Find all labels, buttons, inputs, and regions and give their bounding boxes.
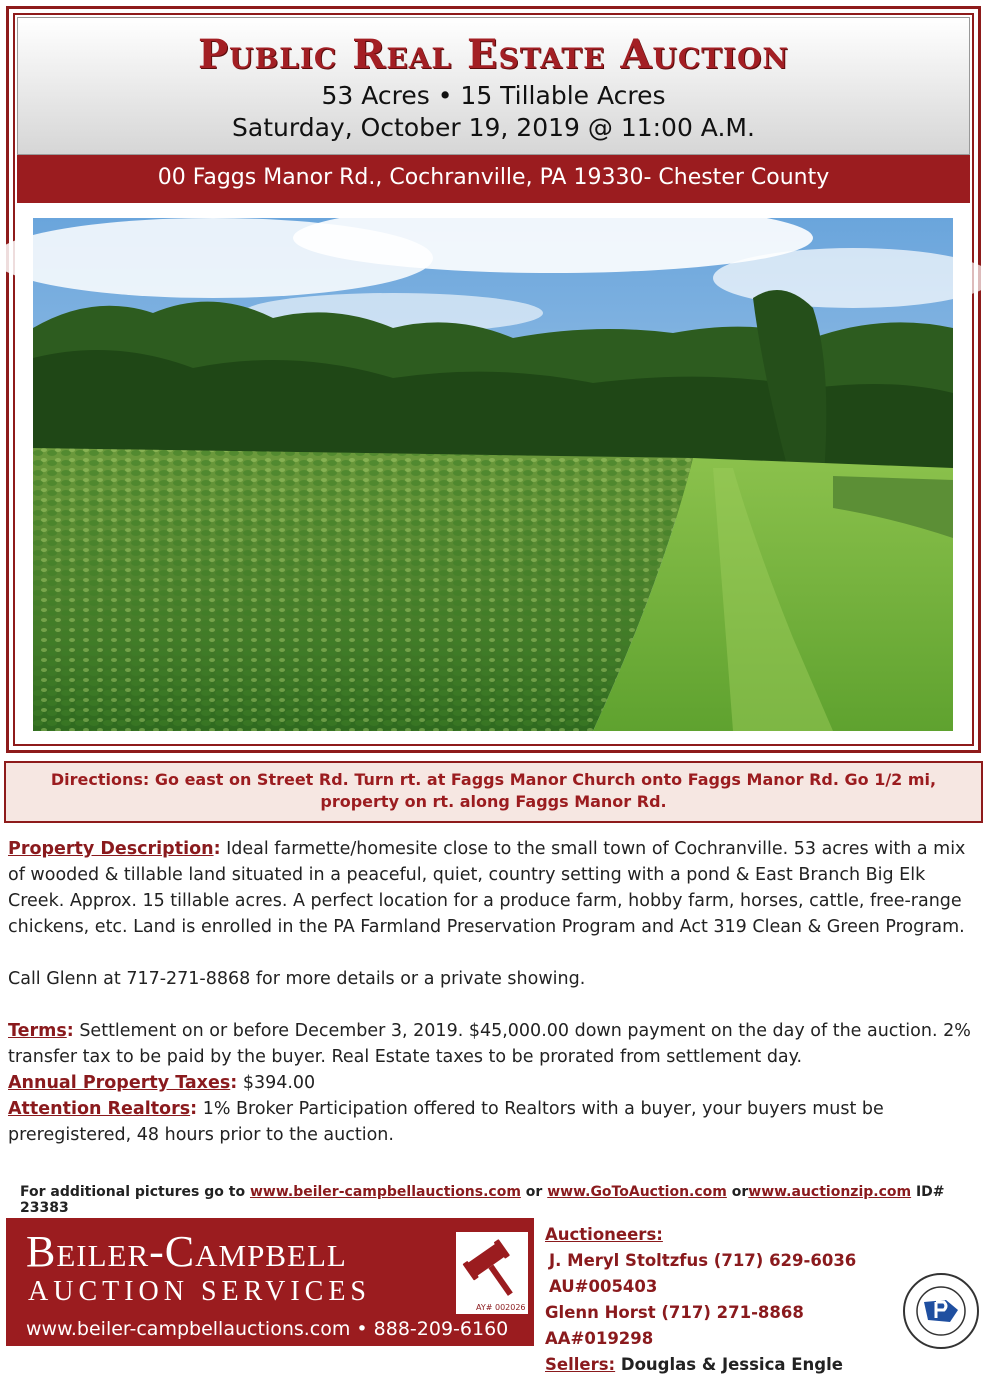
property-description: Property Description: Ideal farmette/homesite close to the small town of Cochranville. 53 acres with a mix of wooded & tillable land situated in a peaceful, quiet, country setting with a pond & East Branch Big Elk Creek. Approx. 15 tillable acres. A perfect location for a produce farm, hobby farm, horses, cattle, free-range chickens, etc. Land is enrolled in the PA Farmland Preservation Program and Act 319 Clean & Green Program.	[8, 839, 966, 937]
gavel-icon	[456, 1232, 528, 1314]
auctioneers-heading: Auctioneers:	[545, 1225, 663, 1244]
terms: Terms: Settlement on or before December 3, 2019. $45,000.00 down payment on the day of the auction. 2% transfer tax to be paid by the buyer. Real Estate taxes to be prorated from settlement day.	[8, 1021, 971, 1067]
header	[17, 17, 970, 155]
address-bar: 00 Faggs Manor Rd., Cochranville, PA 19330- Chester County	[17, 155, 970, 203]
property-description-label: Property Description	[8, 839, 214, 859]
auctioneers-section	[545, 1222, 885, 1378]
link-gotoauction[interactable]: www.GoToAuction.com	[547, 1184, 727, 1200]
additional-pictures-line: For additional pictures go to www.beiler-campbellauctions.com or www.GoToAuction.com orwww.auctionzip.com ID# 23383	[20, 1184, 945, 1216]
page-title: Public Real Estate Auction	[197, 31, 790, 78]
terms-label: Terms	[8, 1021, 67, 1041]
company-logo	[6, 1218, 534, 1346]
sellers-label: Sellers:	[545, 1355, 616, 1374]
company-contact: www.beiler-campbellauctions.com • 888-209-6160	[26, 1318, 509, 1340]
pennsylvania-auctioneers-seal	[902, 1272, 980, 1350]
acreage-subtitle: 53 Acres • 15 Tillable Acres	[321, 81, 666, 110]
realtors-label: Attention Realtors	[8, 1099, 191, 1119]
company-name: Beiler-Campbell	[26, 1227, 347, 1276]
description-section	[8, 836, 978, 1148]
auctioneer-2: Glenn Horst (717) 271-8868 AA#019298	[545, 1303, 804, 1348]
auction-id: ID# 23383	[20, 1184, 945, 1216]
company-subtitle: AUCTION SERVICES	[28, 1276, 371, 1307]
sellers-names: Douglas & Jessica Engle	[615, 1355, 843, 1374]
link-auctionzip[interactable]: www.auctionzip.com	[748, 1184, 912, 1200]
link-beiler-campbell[interactable]: www.beiler-campbellauctions.com	[249, 1184, 521, 1200]
attention-realtors: Attention Realtors: 1% Broker Participation offered to Realtors with a buyer, your buyers must be preregistered, 48 hours prior to the auction.	[8, 1099, 884, 1145]
realtors-text: 1% Broker Participation offered to Realtors with a buyer, your buyers must be preregistered, 48 hours prior to the auction.	[8, 1099, 884, 1145]
property-description-text: Ideal farmette/homesite close to the small town of Cochranville. 53 acres with a mix of wooded & tillable land situated in a peaceful, quiet, country setting with a pond & East Branch Big Elk Creek. Approx. 15 tillable acres. A perfect location for a produce farm, hobby farm, horses, cattle, free-range chickens, etc. Land is enrolled in the PA Farmland Preservation Program and Act 319 Clean & Green Program.	[8, 839, 966, 937]
annual-taxes: Annual Property Taxes: $394.00	[8, 1073, 316, 1093]
call-info: Call Glenn at 717-271-8868 for more details or a private showing.	[8, 969, 586, 989]
auctioneer-1: J. Meryl Stoltzfus (717) 629-6036 AU#005403	[549, 1251, 857, 1296]
directions-box: Directions: Go east on Street Rd. Turn rt. at Faggs Manor Church onto Faggs Manor Rd. Go 1/2 mi, property on rt. along Faggs Manor Rd.	[4, 761, 983, 823]
taxes-label: Annual Property Taxes	[8, 1073, 231, 1093]
license-number: AY# 002026	[476, 1303, 526, 1312]
property-photo	[33, 218, 953, 731]
sellers	[545, 1352, 885, 1378]
auction-date: Saturday, October 19, 2019 @ 11:00 A.M.	[232, 113, 755, 142]
taxes-text: $394.00	[237, 1073, 316, 1093]
terms-text: Settlement on or before December 3, 2019. $45,000.00 down payment on the day of the auction. 2% transfer tax to be paid by the buyer. Real Estate taxes to be prorated from settlement day.	[8, 1021, 971, 1067]
